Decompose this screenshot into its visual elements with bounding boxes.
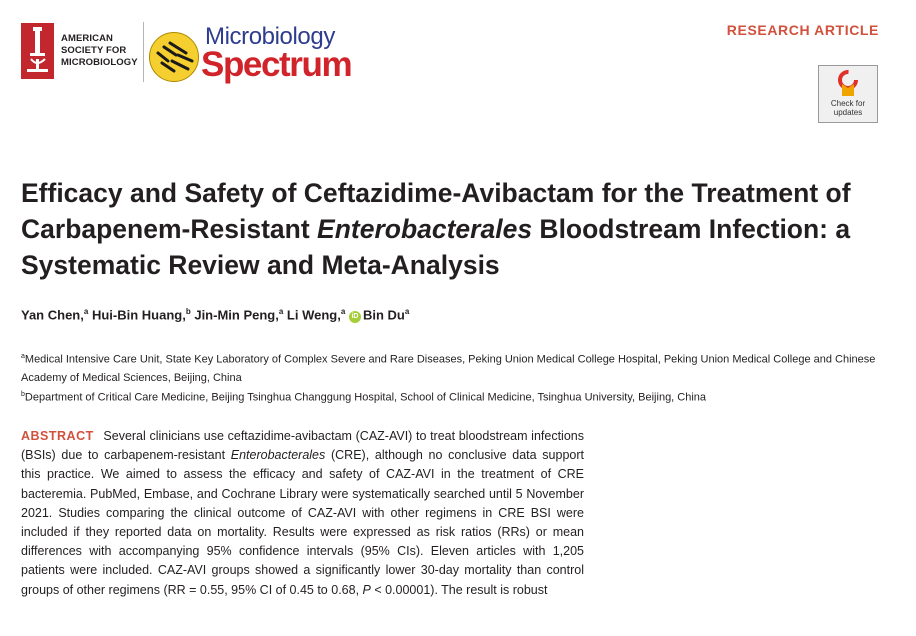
check-for-updates-button[interactable] bbox=[818, 65, 878, 123]
article-title: Efficacy and Safety of Ceftazidime-Avibactam for the Treatment of Carbapenem-Resistant Enterobacterales Bloodstream Infection: a Systematic Review and Meta-Analysis bbox=[21, 178, 851, 280]
asm-logo bbox=[21, 23, 138, 79]
asm-name: AMERICAN SOCIETY FOR MICROBIOLOGY bbox=[61, 33, 138, 68]
abstract-text: ABSTRACT Several clinicians use ceftazidime-avibactam (CAZ-AVI) to treat bloodstream infections (BSIs) due to carbapenem-resistant Enterobacterales (CRE), although no conclusive data support this practice. We aimed to assess the efficacy and safety of CAZ-AVI in the treatment of CRE bacteremia. PubMed, Embase, and Cochrane Library were systematically searched until 5 November 2021. Studies comparing the clinical outcome of CAZ-AVI with other regimens in CRE BSI were included if they reported data on mortality. Results were expressed as risk ratios (RRs) or mean differences with accompanying 95% confidence intervals (95% CIs). Eleven articles with 1,205 patients were included. CAZ-AVI groups showed a significantly lower 30-day mortality than control groups of other regimens (RR = 0.55, 95% CI of 0.45 to 0.68, P < 0.00001). The result is robust bbox=[21, 429, 584, 597]
author-list: Yan Chen,$^a$ Hui-Bin Huang,$^b$ Jin-Min Peng,$^a$ Li Weng,$^a$ iD Bin Du$^a$ bbox=[21, 307, 410, 323]
journal-wordmark bbox=[201, 23, 352, 84]
asm-microscope-icon bbox=[21, 23, 54, 79]
logo-divider bbox=[143, 22, 144, 82]
author-name[interactable]: Hui-Bin Huang, bbox=[91, 307, 186, 323]
author-name[interactable]: Li Weng, bbox=[286, 307, 341, 323]
orcid-icon[interactable]: iD bbox=[349, 311, 361, 323]
author-name[interactable]: Yan Chen, bbox=[21, 307, 84, 323]
author-name[interactable]: Jin-Min Peng, bbox=[194, 307, 279, 323]
author-name[interactable]: Bin Du bbox=[362, 307, 405, 323]
spectrum-badge-icon bbox=[149, 32, 199, 82]
journal-name-top: Microbiology bbox=[205, 23, 335, 50]
journal-name-bottom: Spectrum bbox=[201, 45, 352, 84]
affiliation-a: $^a$Medical Intensive Care Unit, State Key Laboratory of Complex Severe and Rare Diseases, Peking Union Medical College Hospital, Peking Union Medical College and Chinese Academy of Medical Sciences, Beijing, China bbox=[21, 353, 876, 384]
affiliation-b: $^b$Department of Critical Care Medicine, Beijing Tsinghua Changgung Hospital, School of Clinical Medicine, Tsinghua University, Beijing, China bbox=[21, 391, 707, 404]
article-type-label: RESEARCH ARTICLE bbox=[726, 22, 879, 38]
check-for-updates-icon bbox=[837, 70, 859, 98]
abstract-label: ABSTRACT bbox=[21, 429, 94, 443]
check-for-updates-label: Check for updates bbox=[830, 99, 866, 117]
